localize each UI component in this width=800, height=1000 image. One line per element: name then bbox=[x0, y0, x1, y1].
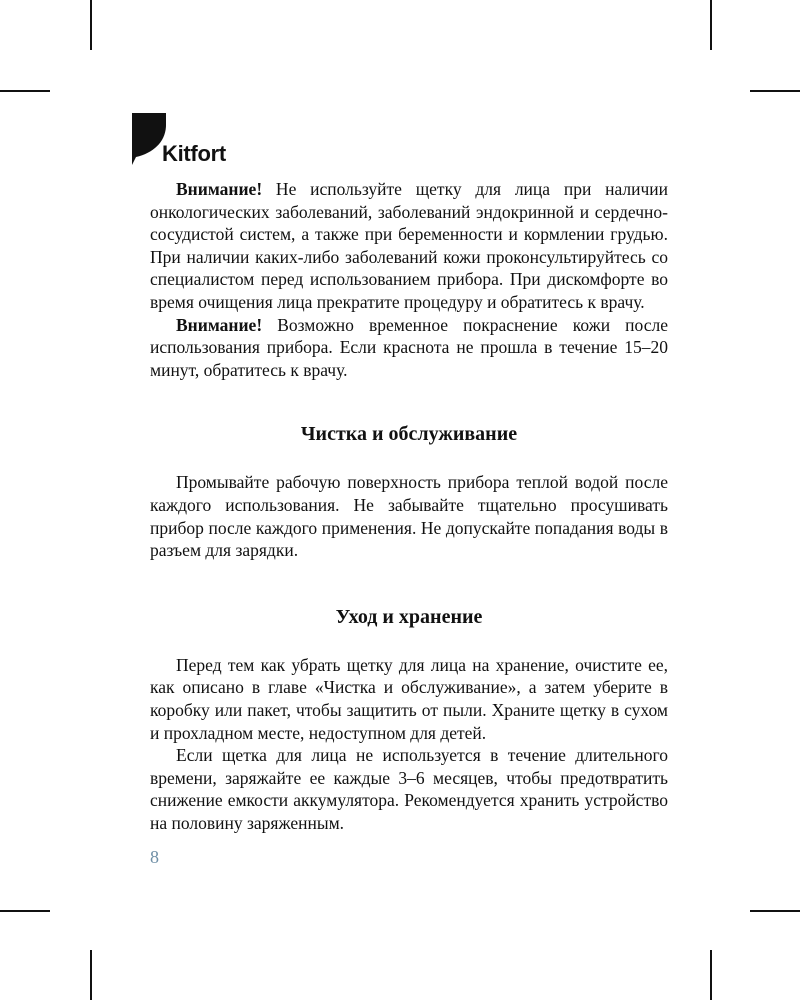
warning-paragraph bbox=[150, 314, 668, 382]
section-title-storage: Уход и хранение bbox=[335, 605, 483, 628]
warning-paragraph bbox=[150, 178, 668, 314]
crop-mark-right-upper bbox=[750, 90, 800, 92]
crop-mark-left-upper bbox=[0, 90, 50, 92]
warning-label: Внимание! bbox=[176, 314, 263, 335]
kitfort-logo-icon bbox=[132, 113, 166, 165]
cleaning-paragraph: Промывайте рабочую поверхность прибора теплой водой после каждого использования. Не забывайте тщательно просушивать прибор после каждого применения. Не допускайте попадания воды в разъем для зарядки. bbox=[150, 472, 668, 561]
storage-paragraph: Перед тем как убрать щетку для лица на хранение, очистите ее, как описано в главе «Чистка и обслуживание», а затем уберите в коробку или пакет, чтобы защитить от пыли. Храните щетку в сухом и прохладном месте, недоступном для детей. bbox=[150, 654, 668, 743]
page-content bbox=[150, 178, 668, 834]
brand-logo bbox=[132, 113, 292, 165]
crop-mark-left-lower bbox=[0, 910, 50, 912]
brand-name: Kitfort bbox=[162, 141, 226, 166]
section-title-cleaning: Чистка и обслуживание bbox=[300, 423, 518, 446]
crop-mark-right-lower bbox=[750, 910, 800, 912]
page-number: 8 bbox=[150, 847, 159, 867]
warning-label: Внимание! bbox=[176, 179, 263, 199]
crop-mark-bottom-left bbox=[90, 950, 92, 1000]
warning-text: Возможно временное покраснение кожи после использования прибора. Если краснота не прошла в течение 15–20 минут, обратитесь к врачу. bbox=[150, 314, 668, 380]
storage-paragraph: Если щетка для лица не используется в течение длительного времени, заряжайте ее каждые 3–6 месяцев, чтобы предотвратить снижение емкости аккумулятора. Рекомендуется хранить устройство на половину заряженным. bbox=[150, 745, 668, 833]
crop-mark-top-left bbox=[90, 0, 92, 50]
crop-mark-top-right bbox=[710, 0, 712, 50]
warning-text: Не используйте щетку для лица при наличии онкологических заболеваний, заболеваний эндокринной и сердечно-сосудистой систем, а также при беременности и кормлении грудью. При наличии каких-либо заболеваний кожи проконсультируйтесь со специалистом перед использованием прибора. При дискомфорте во время очищения лица прекратите процедуру и обратитесь к врачу. bbox=[150, 179, 668, 312]
crop-mark-bottom-right bbox=[710, 950, 712, 1000]
